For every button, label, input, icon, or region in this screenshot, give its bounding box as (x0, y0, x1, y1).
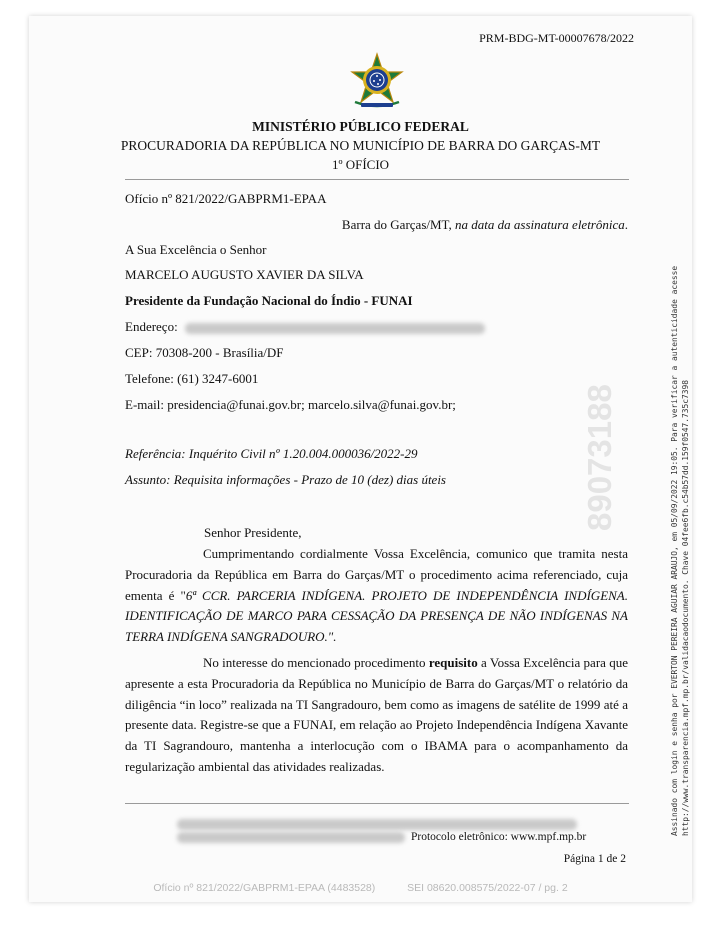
office-name: PROCURADORIA DA REPÚBLICA NO MUNICÍPIO DE BARRA DO GARÇAS-MT (120, 138, 601, 153)
ghost-footer (29, 882, 692, 894)
paragraph-2-text-b: a Vossa Excelência para que apresente a esta Procuradoria da República no Município de Barra do Garças/MT o relatório da diligência “in loco” realizada na TI Sangradouro, bem como as imagens de satélite de 1999 até a presente data. Registre-se que a FUNAI, em relação ao Projeto Independência Indígena Xavante da TI Sagrandouro, mantenha a interlocução com o IBAMA para o acompanhamento da regularização ambiental das atividades realizadas. (125, 655, 628, 774)
recipient-title: Presidente da Fundação Nacional do Índio - FUNAI (125, 293, 413, 308)
address-label: Endereço: (125, 319, 178, 334)
address-line (125, 319, 485, 335)
paragraph-2-bold: requisito (428, 655, 478, 670)
paragraph-1 (125, 544, 628, 648)
reference-line: Referência: Inquérito Civil nº 1.20.004.000036/2022-29 (125, 446, 418, 461)
document-id: PRM-BDG-MT-00007678/2022 (479, 31, 634, 45)
place-date-suffix: . (624, 217, 628, 232)
document-page (29, 16, 692, 902)
letter-reference-number: Ofício nº 821/2022/GABPRM1-EPAA (125, 191, 327, 206)
protocol-line (177, 831, 586, 843)
ghost-footer-right: SEI 08620.008575/2022-07 / pg. 2 (407, 882, 568, 894)
paragraph-1-italic: 6ª CCR. PARCERIA INDÍGENA. PROJETO DE INDEPENDÊNCIA INDÍGENA. IDENTIFICAÇÃO DE MARCO PARA CESSAÇÃO DA PRESENÇA DE NÃO INDÍGENAS NA TERRA INDÍGENA SANGRADOURO.". (125, 587, 628, 645)
protocol-text: Protocolo eletrônico: www.mpf.mp.br (411, 831, 587, 843)
phone-line: Telefone: (61) 3247-6001 (125, 371, 259, 386)
page-number: Página 1 de 2 (563, 853, 626, 865)
redacted-address (185, 323, 485, 334)
place-date-prefix: Barra do Garças/MT, (341, 217, 456, 232)
salutation-to: A Sua Excelência o Senhor (125, 242, 267, 257)
redacted-footer-phone (177, 832, 405, 843)
place-date-italic: na data da assinatura eletrônica (455, 217, 625, 232)
signature-stamp-line2: http://www.transparencia.mpf.mp.br/validacaodocumento. Chave 04fee6fb.c54b57dd.159f0547.735c7398 (681, 379, 690, 836)
paragraph-2-text-a: No interesse do mencionado procedimento (203, 655, 429, 670)
ghost-footer-left: Ofício nº 821/2022/GABPRM1-EPAA (4483528) (153, 882, 376, 894)
greeting: Senhor Presidente, (204, 525, 302, 540)
unit-name: 1º OFÍCIO (331, 157, 390, 172)
paragraph-1-text: Cumprimentando cordialmente Vossa Excelência, comunico que tramita nesta Procuradoria da República em Barra do Garças/MT o procedimento acima referenciado, cuja ementa é " (125, 546, 628, 603)
watermark-number (577, 361, 627, 531)
institution-name: MINISTÉRIO PÚBLICO FEDERAL (252, 119, 469, 134)
footer-divider (125, 803, 629, 804)
place-date (125, 217, 628, 233)
watermark-text: 89073188 (581, 384, 618, 531)
signature-stamp-line1: Assinado com login e senha por EVERTON PEREIRA AGUIAR ARAUJO, em 05/09/2022 19:05. Para verificar a autenticidade acesse (670, 265, 679, 836)
signature-stamp (667, 166, 695, 836)
cep-line: CEP: 70308-200 - Brasília/DF (125, 345, 284, 360)
subject-line: Assunto: Requisita informações - Prazo de 10 (dez) dias úteis (125, 472, 446, 487)
email-line: E-mail: presidencia@funai.gov.br; marcelo.silva@funai.gov.br; (125, 397, 456, 412)
header-divider (125, 179, 629, 180)
recipient-name: MARCELO AUGUSTO XAVIER DA SILVA (125, 267, 364, 282)
brazil-coat-of-arms-icon (347, 52, 407, 112)
paragraph-2 (125, 653, 628, 778)
